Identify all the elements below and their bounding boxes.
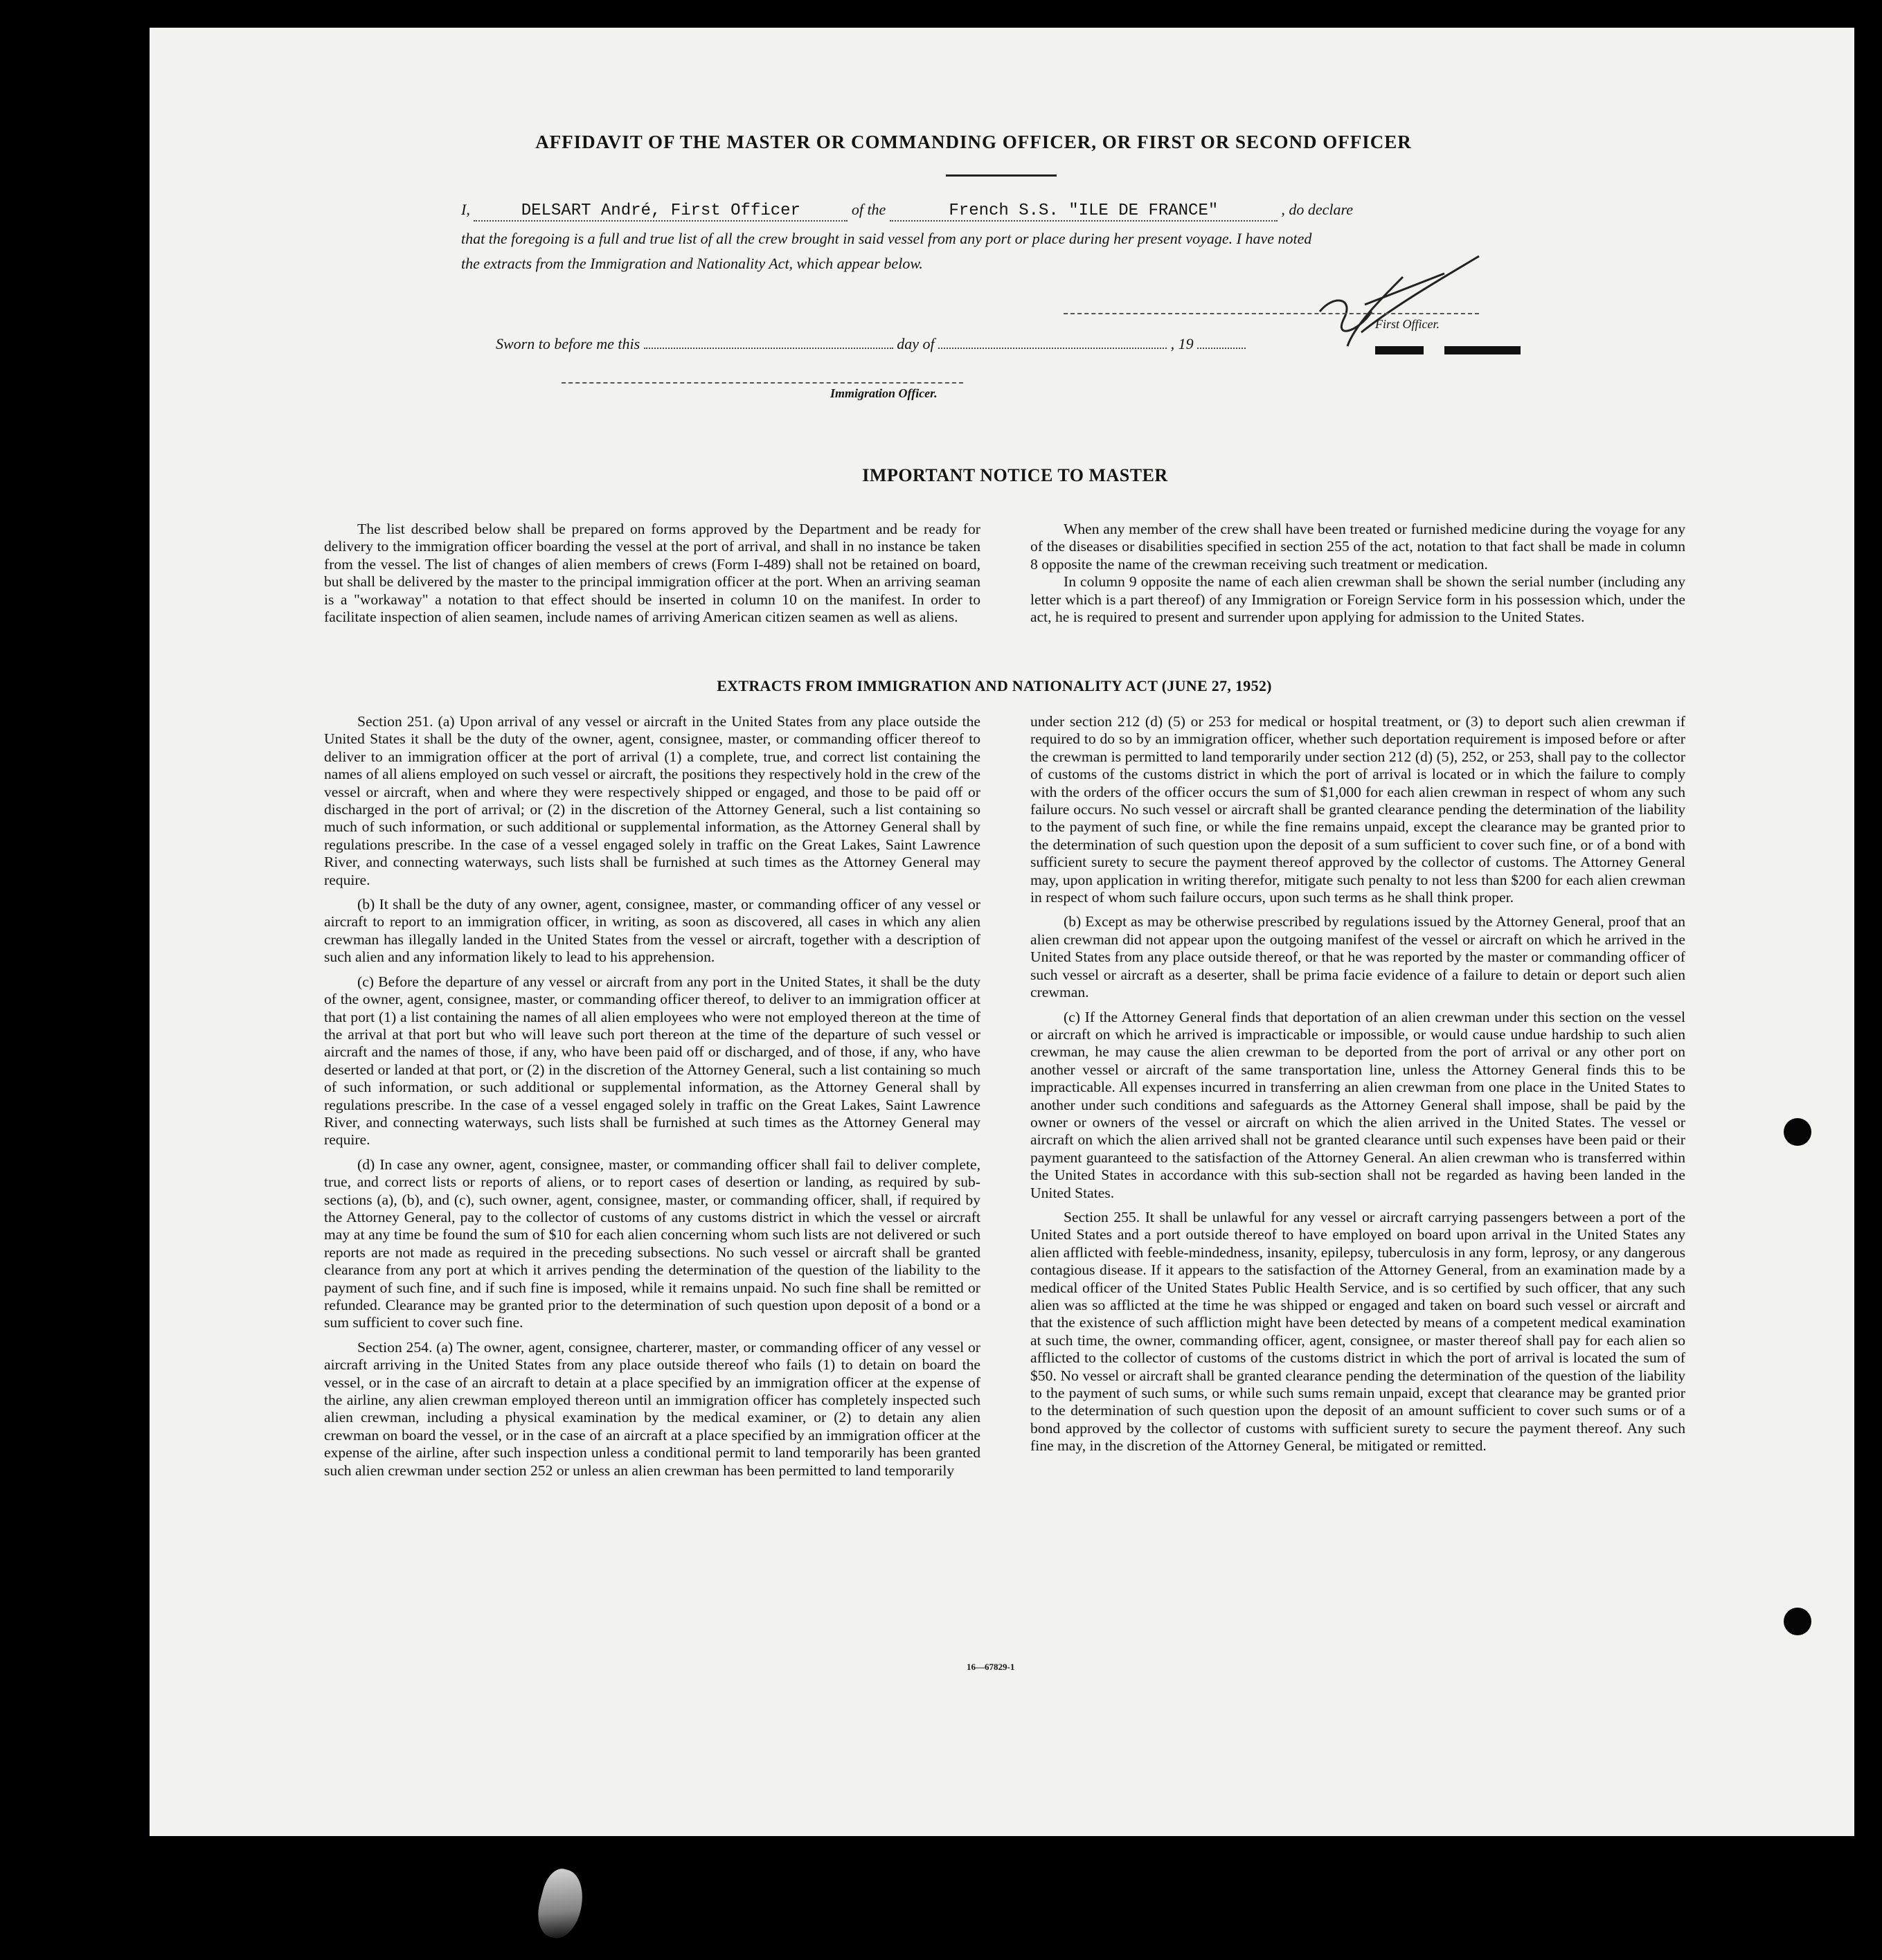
notice-right-column — [1030, 521, 1685, 633]
declarant-name-field — [474, 201, 848, 222]
notice-paragraph: The list described below shall be prepared on forms approved by the Department and be ready for delivery to the immigration officer boarding the vessel at the port of arrival, and shall in no instance be taken from the vessel. The list of changes of alien members of crews (Form I-489) shall not be retained on board, but shall be delivered by the master to the principal immigration officer at the port. When an arriving seaman is a "workaway" a notation to that effect should be inserted in column 10 on the manifest. In order to facilitate inspection of alien seamen, include names of arriving American citizen seamen as well as aliens. — [324, 521, 980, 626]
sworn-label: Sworn to before me this — [496, 335, 640, 352]
do-declare-label: , do declare — [1281, 201, 1353, 218]
signature-line — [1064, 313, 1479, 314]
year-label: , 19 — [1170, 335, 1194, 352]
extract-paragraph: (c) Before the departure of any vessel or aircraft from any port in the United States, it shall be the duty of the owner, agent, consignee, master, or commanding officer thereof, to deliver to an immigration officer at that port (1) a list containing the names of all alien employees who were not employed thereon at the time of the arrival at that port but who will leave such port thereon at the time of the departure of such vessel or aircraft and the names of those, if any, who have been paid off or discharged, and of those, if any, who have deserted or landed at that port, or (2) in the discretion of the Attorney General, such a list containing so much of such information, or such additional or supplemental information, as the Attorney General shall by regulations prescribe. In the case of a vessel engaged solely in traffic on the Great Lakes, Saint Lawrence River, and connecting waterways, such lists shall be furnished at such times as the Attorney General may require. — [324, 973, 980, 1149]
document-page — [150, 28, 1854, 1836]
affidavit-title: AFFIDAVIT OF THE MASTER OR COMMANDING OFFICER, OR FIRST OR SECOND OFFICER — [535, 132, 1412, 152]
sworn-year-field — [1197, 348, 1246, 349]
sworn-day-field — [644, 348, 893, 349]
declaration-line-2: that the foregoing is a full and true list of all the crew brought in said vessel from any port or place during her present voyage. I have noted — [461, 230, 1312, 247]
extract-paragraph: Section 251. (a) Upon arrival of any vessel or aircraft in the United States from any place outside the United States it shall be the duty of the owner, agent, consignee, master, or commanding officer thereof to deliver to an immigration officer at the port of arrival (1) a complete, true, and correct list containing the names of all aliens employed on such vessel or aircraft, the positions they respectively hold in the crew of the vessel or aircraft, when and where they were respectively shipped or engaged, and those to be paid off or discharged in the port of arrival; or (2) in the discretion of the Attorney General, such a list containing so much of such information, or such additional or supplemental information, as the Attorney General shall by regulations prescribe. In the case of a vessel engaged solely in traffic on the Great Lakes, Saint Lawrence River, and connecting waterways, such lists shall be furnished at such times as the Attorney General may require. — [324, 713, 980, 888]
form-number: 16—67829-1 — [967, 1662, 1015, 1672]
declaration-line-3: the extracts from the Immigration and Nationality Act, which appear below. — [461, 255, 923, 272]
extracts-title: EXTRACTS FROM IMMIGRATION AND NATIONALITY ACT (JUNE 27, 1952) — [717, 677, 1272, 694]
notice-paragraph: When any member of the crew shall have been treated or furnished medicine during the voyage for any of the diseases or disabilities specified in section 255 of the act, notation to that fact shall be made in column 8 opposite the name of the crewman receiving such treatment or medication. — [1030, 521, 1685, 573]
extracts-left-column — [324, 713, 980, 1486]
signature-caption: First Officer. — [1375, 317, 1440, 331]
of-the-label: of the — [851, 201, 886, 218]
film-scratch — [532, 1865, 590, 1943]
sworn-line — [496, 335, 1246, 353]
extract-paragraph: (b) It shall be the duty of any owner, agent, consignee, master, or commanding officer of any vessel or aircraft to report to an immigration officer, in writing, as soon as discovered, all cases in which any alien crewman has illegally landed in the United States from the vessel or aircraft, together with a description of such alien and any information likely to lead to his apprehension. — [324, 896, 980, 966]
immigration-officer-caption: Immigration Officer. — [830, 386, 938, 400]
extract-paragraph: under section 212 (d) (5) or 253 for medical or hospital treatment, or (3) to deport such alien crewman if required to do so by an immigration officer, whether such deportation requirement is imposed before or after the crewman is permitted to land temporarily under section 212 (d) (5), 252, or 253, shall pay to the collector of customs of the customs district in which the port of arrival is located or in which the failure to comply with the orders of the officer occurs the sum of $1,000 for each alien crewman in respect of whom any such failure occurs. No such vessel or aircraft shall be granted clearance pending the determination of the liability to the payment of such fine, or while the fine remains unpaid, except the clearance may be granted prior to the determination of such question upon the deposit of a sum sufficient to cover such fine, or of a bond with sufficient surety to secure the payment thereof approved by the collector of customs. The Attorney General may, upon application in writing therefor, mitigate such penalty to not less than $200 for each alien crewman in respect of whom such failure occurs, upon such terms as he shall think proper. — [1030, 713, 1685, 906]
extract-paragraph: (d) In case any owner, agent, consignee, master, or commanding officer shall fail to deliver complete, true, and correct lists or reports of aliens, or to report cases of desertion or landing, as required by sub-sections (a), (b), and (c), such owner, agent, consignee, master, or commanding officer, shall, if required by the Attorney General, pay to the collector of customs of any customs district in which the vessel or aircraft may at any time be found the sum of $10 for each alien concerning whom such lists are not delivered or such reports are not made as required in the preceding subsections. No such vessel or aircraft shall be granted clearance from any port at which it arrives pending the determination of the question of the liability to the payment of such fine, and if such fine is imposed, while it remains unpaid. No such fine shall be remitted or refunded. Clearance may be granted prior to the determination of such question upon deposit of a bond or a sum sufficient to cover such fine. — [324, 1156, 980, 1331]
notice-title: IMPORTANT NOTICE TO MASTER — [862, 465, 1168, 485]
extract-paragraph: Section 254. (a) The owner, agent, consignee, charterer, master, or commanding officer of any vessel or aircraft arriving in the United States from any place outside thereof who fails (1) to detain on board the vessel, or in the case of an aircraft to detain at a place specified by an immigration officer at the expense of the airline, any alien crewman employed thereon until an immigration officer has completely inspected such alien crewman, including a physical examination by the medical examiner, or (2) to detain any alien crewman on board the vessel, or in the case of an aircraft at a place specified by an immigration officer at the expense of the airline, after such inspection unless a conditional permit to land temporarily has been granted such alien crewman under section 252 or unless an alien crewman has been permitted to land temporarily — [324, 1338, 980, 1479]
notice-paragraph: In column 9 opposite the name of each alien crewman shall be shown the serial number (including any letter which is a part thereof) of any Immigration or Foreign Service form in his possession which, under the act, he is required to present and surrender upon applying for admission to the United States. — [1030, 573, 1685, 626]
signature — [1216, 228, 1645, 367]
sworn-month-field — [938, 348, 1167, 349]
extract-paragraph: (b) Except as may be otherwise prescribed by regulations issued by the Attorney General, proof that an alien crewman did not appear upon the outgoing manifest of the vessel or aircraft on which he arrived in the United States from any place outside thereof, or that he was reported by the master or commanding officer of such vessel or aircraft as a deserter, shall be prima facie evidence of a failure to detain or deport such alien crewman. — [1030, 913, 1685, 1001]
title-rule — [946, 174, 1057, 177]
punch-hole — [1784, 1118, 1811, 1146]
extract-paragraph: (c) If the Attorney General finds that deportation of an alien crewman under this section on the vessel or aircraft on which he arrived is impracticable or impossible, or would cause undue hardship to such alien crewman, he may cause the alien crewman to be deported from the port of arrival or any other port on another vessel or aircraft of the same transportation line, unless the Attorney General finds this to be impracticable. All expenses incurred in transferring an alien crewman from one place in the United States to another under such conditions and safeguards as the Attorney General shall impose, shall be paid by the owner or owners of the vessel or aircraft on which the alien arrived in the United States. The vessel or aircraft on which the alien arrived shall not be granted clearance until such expenses have been paid or their payment guaranteed to the satisfaction of the Attorney General. An alien crewman who is transferred within the United States in accordance with this sub-section shall not be regarded as having been landed in the United States. — [1030, 1008, 1685, 1201]
vessel-field — [890, 201, 1278, 222]
extract-paragraph: Section 255. It shall be unlawful for any vessel or aircraft carrying passengers between a port of the United States and a port outside thereof to have employed on board upon arrival in the United States any alien afflicted with feeble-mindedness, insanity, epilepsy, tuberculosis in any form, leprosy, or any dangerous contagious disease. If it appears to the satisfaction of the Attorney General, from an examination made by a medical officer of the United States Public Health Service, and is so certified by such officer, that any such alien was so afflicted at the time he was shipped or engaged and taken on board such vessel or aircraft and that the existence of such affliction might have been detected by means of a competent medical examination at such time, the owner, commanding officer, agent, consignee, or master thereof shall pay for each alien so afflicted to the collector of customs of the customs district in which the port of arrival is located the sum of $50. No vessel or aircraft shall be granted clearance pending the determination of the question of the liability to the payment of such sums, or while such sums remain unpaid, except that clearance may be granted prior to the determination of such question upon the deposit of an amount sufficient to cover such sums or of a bond approved by the collector of customs with sufficient surety to secure the payment thereof. Any such fine may, in the discretion of the Attorney General, be mitigated or remitted. — [1030, 1208, 1685, 1455]
declarant-name: DELSART André, First Officer — [521, 201, 800, 220]
day-of-label: day of — [897, 335, 935, 352]
vessel-name: French S.S. "ILE DE FRANCE" — [949, 201, 1219, 220]
punch-hole — [1784, 1608, 1811, 1635]
extracts-right-column — [1030, 713, 1685, 1462]
declarant-prefix: I, — [461, 201, 470, 218]
declaration-line-1 — [461, 201, 1708, 222]
immigration-officer-line — [562, 382, 963, 384]
notice-left-column — [324, 521, 980, 633]
